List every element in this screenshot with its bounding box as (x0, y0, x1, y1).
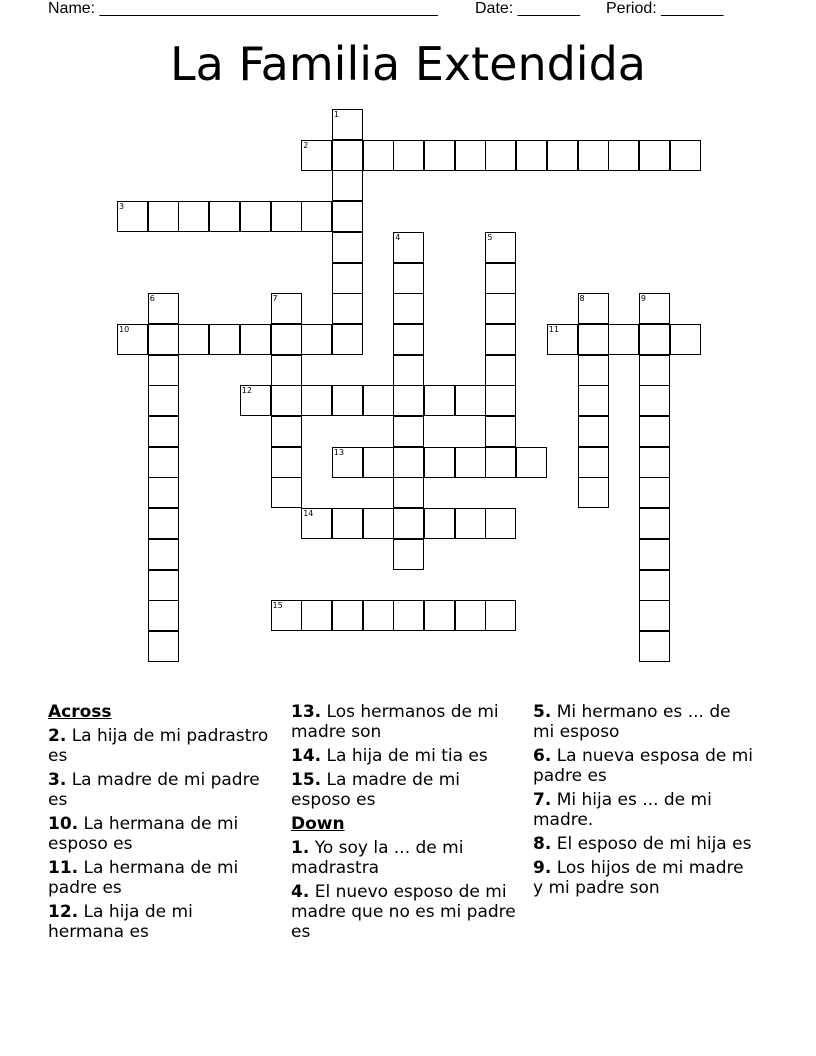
crossword-cell[interactable] (516, 447, 547, 478)
crossword-cell[interactable] (639, 508, 670, 539)
crossword-cell[interactable] (639, 140, 670, 171)
crossword-cell[interactable] (363, 447, 394, 478)
cell-number: 7 (272, 294, 278, 304)
cell-number: 10 (119, 324, 130, 334)
crossword-cell[interactable] (485, 447, 516, 478)
crossword-cell[interactable] (301, 324, 332, 355)
crossword-cell[interactable] (485, 140, 516, 171)
clue-text: La madre de mi padre es (48, 770, 260, 810)
crossword-cell[interactable] (578, 385, 609, 416)
crossword-cell[interactable] (332, 170, 363, 201)
crossword-cell[interactable] (332, 385, 363, 416)
cell-number: 15 (272, 601, 283, 611)
crossword-cell[interactable] (578, 324, 609, 355)
crossword-cell[interactable] (578, 477, 609, 508)
crossword-cell[interactable] (393, 140, 424, 171)
crossword-cell[interactable] (393, 600, 424, 631)
crossword-cell[interactable] (393, 324, 424, 355)
crossword-cell[interactable] (485, 508, 516, 539)
crossword-cell[interactable] (639, 324, 670, 355)
clue-text: La hermana de mi esposo es (48, 814, 239, 854)
crossword-cell[interactable] (393, 293, 424, 324)
crossword-cell[interactable] (393, 477, 424, 508)
clue-number: 3. (48, 770, 67, 790)
crossword-cell[interactable] (332, 447, 363, 478)
clue-text: Mi hija es ... de mi madre. (533, 790, 712, 830)
crossword-cell[interactable] (485, 355, 516, 386)
crossword-cell[interactable] (148, 293, 179, 324)
crossword-cell[interactable] (670, 140, 701, 171)
clue-down-4 (291, 882, 519, 942)
crossword-cell[interactable] (332, 201, 363, 232)
crossword-cell[interactable] (148, 416, 179, 447)
clue-across-12 (48, 902, 273, 942)
clue-across-3 (48, 770, 273, 810)
crossword-cell[interactable] (271, 355, 302, 386)
clue-number: 9. (533, 858, 552, 878)
crossword-cell[interactable] (424, 508, 455, 539)
crossword-cell[interactable] (332, 263, 363, 294)
clue-down-8 (533, 834, 753, 854)
crossword-cell[interactable] (271, 201, 302, 232)
crossword-cell[interactable] (485, 293, 516, 324)
clue-number: 14. (291, 746, 322, 766)
crossword-cell[interactable] (271, 293, 302, 324)
clue-text: La madre de mi esposo es (291, 770, 461, 810)
crossword-cell[interactable] (455, 508, 486, 539)
crossword-cell[interactable] (393, 447, 424, 478)
crossword-cell[interactable] (271, 477, 302, 508)
crossword-cell[interactable] (485, 416, 516, 447)
clue-text: El esposo de mi hija es (556, 834, 752, 854)
crossword-cell[interactable] (639, 385, 670, 416)
clue-down-5 (533, 702, 753, 742)
crossword-cell[interactable] (393, 416, 424, 447)
clue-number: 10. (48, 814, 79, 834)
worksheet-header (48, 0, 768, 20)
crossword-cell[interactable] (455, 447, 486, 478)
crossword-cell[interactable] (301, 600, 332, 631)
cell-number: 11 (548, 324, 559, 334)
clue-column-3 (533, 702, 753, 902)
crossword-cell[interactable] (424, 385, 455, 416)
crossword-cell[interactable] (271, 447, 302, 478)
clue-number: 12. (48, 902, 79, 922)
crossword-cell[interactable] (332, 232, 363, 263)
crossword-cell[interactable] (547, 324, 578, 355)
clue-across-14 (291, 746, 519, 766)
crossword-cell[interactable] (455, 385, 486, 416)
crossword-cell[interactable] (639, 416, 670, 447)
crossword-cell[interactable] (639, 355, 670, 386)
crossword-cell[interactable] (148, 385, 179, 416)
crossword-cell[interactable] (578, 140, 609, 171)
crossword-cell[interactable] (148, 355, 179, 386)
crossword-cell[interactable] (178, 201, 209, 232)
crossword-cell[interactable] (363, 385, 394, 416)
clue-number: 2. (48, 726, 67, 746)
crossword-cell[interactable] (209, 324, 240, 355)
crossword-cell[interactable] (332, 324, 363, 355)
crossword-cell[interactable] (117, 201, 148, 232)
cell-number: 5 (487, 232, 493, 242)
crossword-cell[interactable] (516, 140, 547, 171)
clue-text: La hija de mi padrastro es (48, 726, 269, 766)
clue-text: Los hermanos de mi madre son (291, 702, 499, 742)
crossword-cell[interactable] (271, 416, 302, 447)
crossword-cell[interactable] (578, 447, 609, 478)
cell-number: 8 (579, 294, 585, 304)
crossword-cell[interactable] (393, 232, 424, 263)
crossword-cell[interactable] (670, 324, 701, 355)
crossword-cell[interactable] (393, 263, 424, 294)
clue-column-1 (48, 702, 273, 946)
crossword-cell[interactable] (639, 631, 670, 662)
clue-text: La hermana de mi padre es (48, 858, 239, 898)
clue-number: 15. (291, 770, 322, 790)
clue-text: Yo soy la ... de mi madrastra (291, 838, 464, 878)
crossword-cell[interactable] (178, 324, 209, 355)
crossword-cell[interactable] (424, 600, 455, 631)
clue-number: 7. (533, 790, 552, 810)
crossword-cell[interactable] (148, 539, 179, 570)
crossword-cell[interactable] (424, 140, 455, 171)
crossword-cell[interactable] (271, 324, 302, 355)
crossword-cell[interactable] (117, 324, 148, 355)
clue-down-9 (533, 858, 753, 898)
crossword-cell[interactable] (608, 140, 639, 171)
clue-text: La nueva esposa de mi padre es (533, 746, 754, 786)
clue-across-2 (48, 726, 273, 766)
clue-down-7 (533, 790, 753, 830)
clue-number: 13. (291, 702, 322, 722)
crossword-cell[interactable] (148, 570, 179, 601)
clue-number: 6. (533, 746, 552, 766)
crossword-cell[interactable] (271, 600, 302, 631)
crossword-cell[interactable] (332, 293, 363, 324)
cell-number: 4 (395, 232, 401, 242)
name-field-label[interactable]: Name: ______________________________________ (48, 0, 438, 17)
crossword-cell[interactable] (578, 416, 609, 447)
clue-number: 11. (48, 858, 79, 878)
crossword-cell[interactable] (363, 140, 394, 171)
across-header: Across (48, 702, 112, 722)
crossword-cell[interactable] (148, 324, 179, 355)
crossword-cell[interactable] (148, 447, 179, 478)
crossword-cell[interactable] (148, 508, 179, 539)
clue-number: 5. (533, 702, 552, 722)
crossword-cell[interactable] (332, 140, 363, 171)
crossword-cell[interactable] (639, 447, 670, 478)
crossword-cell[interactable] (485, 385, 516, 416)
crossword-cell[interactable] (455, 600, 486, 631)
crossword-cell[interactable] (240, 201, 271, 232)
crossword-cell[interactable] (363, 600, 394, 631)
clue-across-11 (48, 858, 273, 898)
crossword-cell[interactable] (639, 600, 670, 631)
clue-text: Mi hermano es ... de mi esposo (533, 702, 731, 742)
crossword-cell[interactable] (301, 201, 332, 232)
crossword-cell[interactable] (148, 477, 179, 508)
clue-across-13 (291, 702, 519, 742)
crossword-cell[interactable] (363, 508, 394, 539)
clue-across-10 (48, 814, 273, 854)
crossword-cell[interactable] (301, 385, 332, 416)
crossword-cell[interactable] (301, 508, 332, 539)
crossword-cell[interactable] (485, 324, 516, 355)
clue-down-1 (291, 838, 519, 878)
crossword-cell[interactable] (393, 385, 424, 416)
crossword-cell[interactable] (485, 263, 516, 294)
crossword-cell[interactable] (639, 570, 670, 601)
period-field-label[interactable]: Period: _______ (606, 0, 724, 17)
clue-text: Los hijos de mi madre y mi padre son (533, 858, 744, 898)
crossword-cell[interactable] (393, 539, 424, 570)
crossword-cell[interactable] (209, 201, 240, 232)
clue-down-6 (533, 746, 753, 786)
crossword-cell[interactable] (332, 600, 363, 631)
crossword-cell[interactable] (608, 324, 639, 355)
cell-number: 2 (303, 140, 309, 150)
crossword-cell[interactable] (578, 355, 609, 386)
clue-text: La hija de mi tia es (326, 746, 488, 766)
crossword-cell[interactable] (424, 447, 455, 478)
crossword-cell[interactable] (240, 324, 271, 355)
crossword-cell[interactable] (332, 109, 363, 140)
cell-number: 6 (149, 294, 155, 304)
cell-number: 3 (119, 202, 125, 212)
clue-number: 8. (533, 834, 552, 854)
crossword-cell[interactable] (639, 293, 670, 324)
clue-text: La hija de mi hermana es (48, 902, 193, 942)
crossword-cell[interactable] (301, 140, 332, 171)
crossword-cell[interactable] (639, 477, 670, 508)
cell-number: 1 (333, 110, 339, 119)
crossword-cell[interactable] (332, 508, 363, 539)
clue-across-15 (291, 770, 519, 810)
crossword-cell[interactable] (240, 385, 271, 416)
clue-text: El nuevo esposo de mi madre que no es mi padre es (291, 882, 516, 942)
cell-number: 9 (640, 294, 646, 304)
cell-number: 12 (241, 386, 252, 396)
crossword-cell[interactable] (148, 600, 179, 631)
clue-number: 1. (291, 838, 310, 858)
crossword-cell[interactable] (485, 600, 516, 631)
clue-number: 4. (291, 882, 310, 902)
page-title: La Familia Extendida (170, 37, 646, 91)
cell-number: 14 (303, 509, 314, 519)
down-header: Down (291, 814, 345, 834)
crossword-cell[interactable] (148, 201, 179, 232)
date-field-label[interactable]: Date: _______ (475, 0, 580, 17)
crossword-cell[interactable] (455, 140, 486, 171)
crossword-cell[interactable] (639, 539, 670, 570)
crossword-cell[interactable] (393, 508, 424, 539)
crossword-cell[interactable] (148, 631, 179, 662)
crossword-cell[interactable] (485, 232, 516, 263)
crossword-cell[interactable] (271, 385, 302, 416)
crossword-cell[interactable] (393, 355, 424, 386)
cell-number: 13 (333, 447, 345, 457)
crossword-cell[interactable] (547, 140, 578, 171)
clue-column-2 (291, 702, 519, 946)
crossword-cell[interactable] (578, 293, 609, 324)
